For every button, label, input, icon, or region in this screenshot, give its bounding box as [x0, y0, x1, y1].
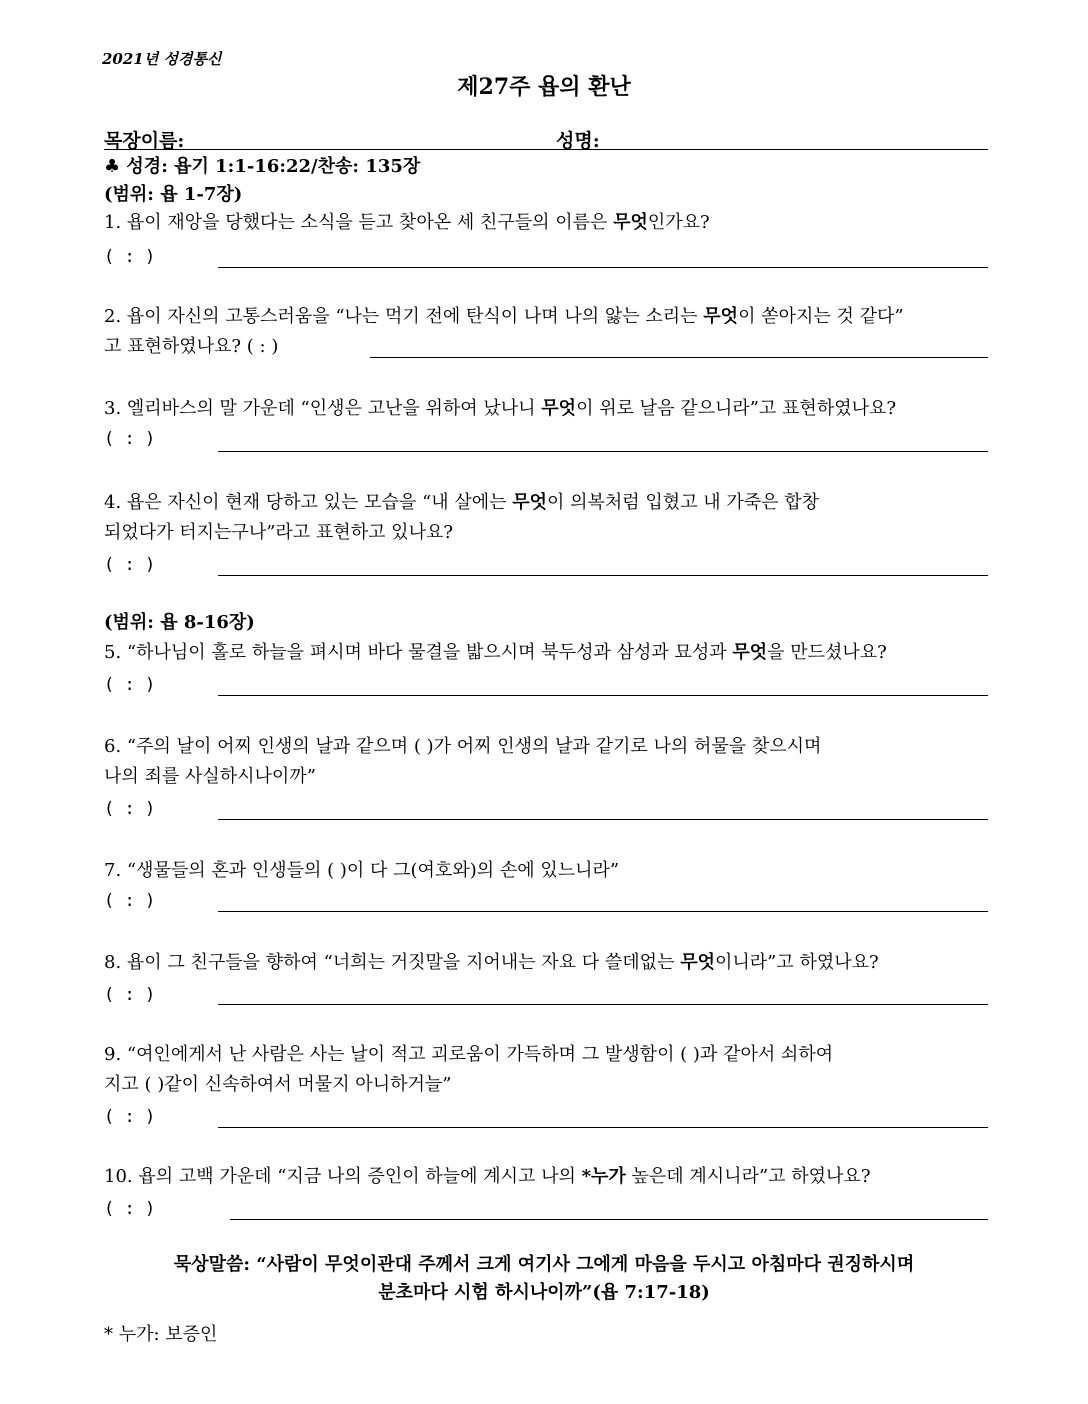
answer-line-10[interactable]: [230, 1219, 988, 1220]
name-label: 성명:: [556, 130, 600, 152]
question-3: 3. 엘리바스의 말 가운데 “인생은 고난을 위하여 났나니 무엇이 위로 날음 같으니라”고 표현하였나요?: [104, 398, 897, 419]
answer-blank-10: ( : ): [104, 1199, 156, 1219]
reading-line: [104, 152, 420, 182]
memory-verse-line2: 분초마다 시험 하시나이까”(욥 7:17-18): [378, 1282, 710, 1303]
footnote: * 누가: 보증인: [104, 1324, 218, 1345]
answer-line-5[interactable]: [218, 695, 988, 696]
answer-blank-3: ( : ): [104, 429, 156, 449]
question-6: 6. “주의 날이 어찌 인생의 날과 같으며 ( )가 어찌 인생의 날과 같기로 나의 허물을 찾으시며: [104, 736, 822, 757]
answer-line-6[interactable]: [218, 819, 988, 820]
question-7: 7. “생물들의 혼과 인생들의 ( )이 다 그(여호와)의 손에 있느니라”: [104, 860, 620, 881]
question-2-line2: 고 표현하였나요? ( : ): [104, 336, 279, 357]
answer-blank-7: ( : ): [104, 891, 156, 911]
answer-blank-5: ( : ): [104, 675, 156, 695]
question-5: 5. “하나님이 홀로 하늘을 펴시며 바다 물결을 밟으시며 북두성과 삼성과 묘성과 무엇을 만드셨나요?: [104, 642, 887, 663]
memory-verse-line1: 묵상말씀: “사람이 무엇이관대 주께서 크게 여기사 그에게 마음을 두시고 아침마다 권징하시며: [173, 1254, 915, 1275]
reading-text: 성경: 욥기 1:1-16:22/찬송: 135장: [126, 156, 421, 177]
question-4-line2: 되었다가 터지는구나”라고 표현하고 있나요?: [104, 522, 453, 543]
question-6-line2: 나의 죄를 사실하시나이까”: [104, 766, 316, 787]
club-symbol-icon: ♣: [104, 156, 121, 177]
answer-blank-8: ( : ): [104, 985, 156, 1005]
question-10: 10. 욥의 고백 가운데 “지금 나의 증인이 하늘에 계시고 나의 *누가 높은데 계시니라”고 하였나요?: [104, 1166, 871, 1187]
header-year-title: 2021년 성경통신: [102, 50, 222, 68]
question-1: 1. 욥이 재앙을 당했다는 소식을 듣고 찾아온 세 친구들의 이름은 무엇인가요?: [104, 212, 710, 233]
question-2: 2. 욥이 자신의 고통스러움을 “나는 먹기 전에 탄식이 나며 나의 앓는 소리는 무엇이 쏟아지는 것 같다”: [104, 306, 904, 327]
answer-line-3[interactable]: [218, 451, 988, 452]
answer-blank-1: ( : ): [104, 247, 156, 267]
answer-blank-6: ( : ): [104, 799, 156, 819]
question-4: 4. 욥은 자신이 현재 당하고 있는 모습을 “내 살에는 무엇이 의복처럼 입혔고 내 가죽은 합창: [104, 492, 820, 513]
question-9-line2: 지고 ( )같이 신속하여서 머물지 아니하거늘”: [104, 1074, 452, 1095]
answer-blank-9: ( : ): [104, 1107, 156, 1127]
answer-line-8[interactable]: [218, 1004, 988, 1005]
question-8: 8. 욥이 그 친구들을 향하여 “너희는 거짓말을 지어내는 자요 다 쓸데없는 무엇이니라”고 하였나요?: [104, 952, 879, 973]
range-label-2: (범위: 욥 8-16장): [104, 612, 255, 633]
answer-line-7[interactable]: [218, 911, 988, 912]
group-name-label: 목장이름:: [104, 130, 185, 152]
question-9: 9. “여인에게서 난 사람은 사는 날이 적고 괴로움이 가득하며 그 발생함이 ( )과 같아서 쇠하여: [104, 1044, 834, 1065]
answer-line-2[interactable]: [370, 357, 988, 358]
answer-line-9[interactable]: [218, 1127, 988, 1128]
answer-line-4[interactable]: [218, 575, 988, 576]
answer-line-1[interactable]: [218, 267, 988, 268]
name-field-underline[interactable]: [104, 149, 988, 150]
range-label-1: (범위: 욥 1-7장): [104, 184, 243, 205]
page-title: 제27주 욥의 환난: [457, 74, 631, 100]
answer-blank-4: ( : ): [104, 555, 156, 575]
